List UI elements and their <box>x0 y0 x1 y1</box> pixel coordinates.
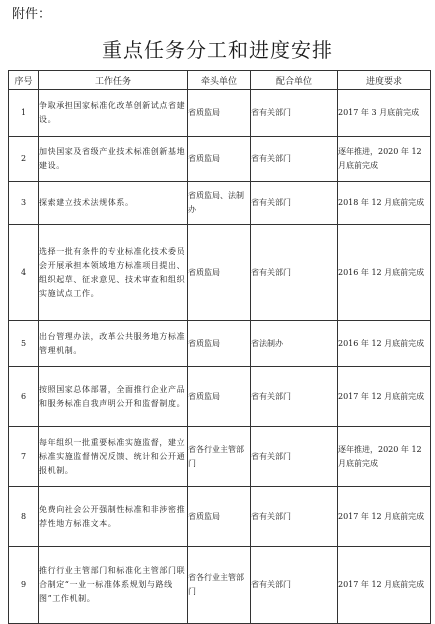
table-header-row <box>9 71 431 90</box>
row-number: 2 <box>9 137 39 182</box>
row-coop: 省有关部门 <box>251 90 338 137</box>
row-task: 选择一批有条件的专业标准化技术委员会开展承担本领域地方标准项目提出、组织起草、征求意见、技术审查和组织实施试点工作。 <box>39 225 188 321</box>
row-task: 出台管理办法，改革公共服务地方标准管理机制。 <box>39 321 188 367</box>
table-row <box>9 137 431 182</box>
row-deadline: 2016 年 12 月底前完成 <box>338 321 431 367</box>
row-number: 8 <box>9 487 39 547</box>
col-header-lead: 牵头单位 <box>188 71 251 90</box>
row-number: 3 <box>9 182 39 225</box>
row-deadline: 逐年推进，2020 年 12 月底前完成 <box>338 137 431 182</box>
row-deadline: 2017 年 12 月底前完成 <box>338 547 431 624</box>
row-coop: 省有关部门 <box>251 137 338 182</box>
table-row <box>9 182 431 225</box>
row-deadline: 2017 年 12 月底前完成 <box>338 487 431 547</box>
table-row <box>9 427 431 487</box>
row-number: 6 <box>9 367 39 427</box>
table-row <box>9 90 431 137</box>
row-deadline: 逐年推进，2020 年 12 月底前完成 <box>338 427 431 487</box>
row-deadline: 2017 年 3 月底前完成 <box>338 90 431 137</box>
table-row <box>9 547 431 624</box>
table-row <box>9 225 431 321</box>
row-lead: 省质监局 <box>188 487 251 547</box>
row-deadline: 2016 年 12 月底前完成 <box>338 225 431 321</box>
document-title: 重点任务分工和进度安排 <box>102 38 333 62</box>
col-header-no: 序号 <box>9 71 39 90</box>
row-lead: 省质监局 <box>188 137 251 182</box>
row-coop: 省有关部门 <box>251 487 338 547</box>
attachment-label: 附件： <box>12 7 52 22</box>
row-lead: 省质监局 <box>188 321 251 367</box>
row-task: 按照国家总体部署，全面推行企业产品和服务标准自我声明公开和监督制度。 <box>39 367 188 427</box>
row-coop: 省法制办 <box>251 321 338 367</box>
row-number: 1 <box>9 90 39 137</box>
row-deadline: 2018 年 12 月底前完成 <box>338 182 431 225</box>
task-table <box>8 70 431 624</box>
row-lead: 省质监局 <box>188 367 251 427</box>
row-task: 加快国家及省级产业技术标准创新基地建设。 <box>39 137 188 182</box>
row-lead: 省质监局 <box>188 225 251 321</box>
row-coop: 省有关部门 <box>251 225 338 321</box>
table-row <box>9 487 431 547</box>
row-lead: 省质监局 <box>188 90 251 137</box>
row-number: 7 <box>9 427 39 487</box>
row-coop: 省有关部门 <box>251 547 338 624</box>
row-task: 争取承担国家标准化改革创新试点省建设。 <box>39 90 188 137</box>
col-header-coop: 配合单位 <box>251 71 338 90</box>
row-coop: 省有关部门 <box>251 427 338 487</box>
col-header-task: 工作任务 <box>39 71 188 90</box>
row-deadline: 2017 年 12 月底前完成 <box>338 367 431 427</box>
row-number: 5 <box>9 321 39 367</box>
row-lead: 省质监局、法制办 <box>188 182 251 225</box>
table-row <box>9 321 431 367</box>
row-lead: 省各行业主管部门 <box>188 427 251 487</box>
row-lead: 省各行业主管部门 <box>188 547 251 624</box>
row-coop: 省有关部门 <box>251 367 338 427</box>
col-header-deadline: 进度要求 <box>338 71 431 90</box>
row-task: 推行行业主管部门和标准化主管部门联合制定“一业一标准体系规划与路线图”工作机制。 <box>39 547 188 624</box>
row-coop: 省有关部门 <box>251 182 338 225</box>
row-number: 9 <box>9 547 39 624</box>
row-task: 探索建立技术法规体系。 <box>39 182 188 225</box>
row-number: 4 <box>9 225 39 321</box>
table-row <box>9 367 431 427</box>
row-task: 免费向社会公开强制性标准和非涉密推荐性地方标准文本。 <box>39 487 188 547</box>
row-task: 每年组织一批重要标准实施监督，建立标准实施监督情况反馈、统计和公开通报机制。 <box>39 427 188 487</box>
